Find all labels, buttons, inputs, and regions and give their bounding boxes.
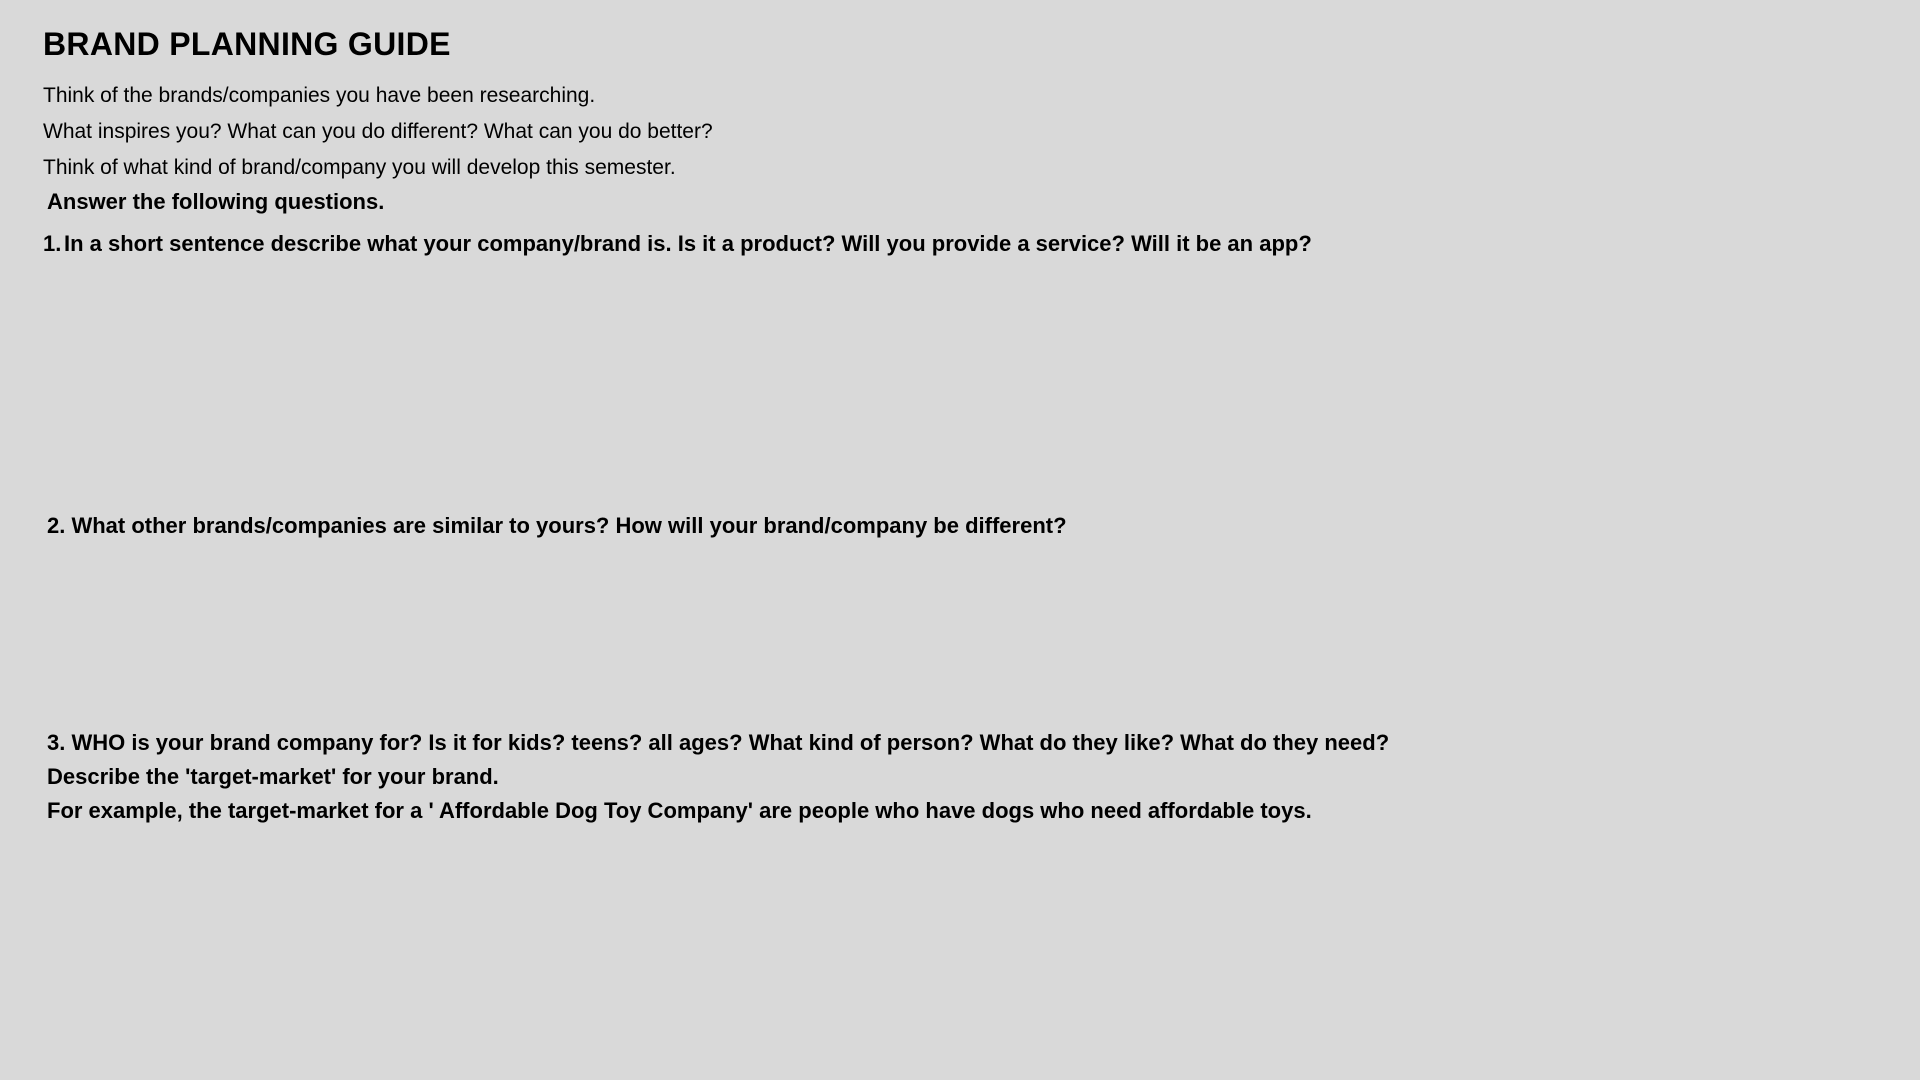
page-title: BRAND PLANNING GUIDE bbox=[43, 26, 451, 62]
question-3-line: Describe the 'target-market' for your brand. bbox=[47, 764, 499, 789]
answer-area-1[interactable] bbox=[43, 270, 1873, 500]
answer-area-2[interactable] bbox=[43, 552, 1873, 712]
question-3-line: 3. WHO is your brand company for? Is it for kids? teens? all ages? What kind of person? What do they like? What do they need? bbox=[47, 730, 1390, 755]
question-3 bbox=[47, 726, 1389, 828]
intro-line: Think of what kind of brand/company you will develop this semester. bbox=[43, 156, 676, 179]
intro-line: What inspires you? What can you do different? What can you do better? bbox=[43, 120, 713, 143]
answer-area-3[interactable] bbox=[43, 830, 1873, 1060]
intro-line: Think of the brands/companies you have been researching. bbox=[43, 84, 596, 107]
question-1-text: In a short sentence describe what your company/brand is. Is it a product? Will you provide a service? Will it be an app? bbox=[64, 231, 1312, 256]
question-2: 2. What other brands/companies are similar to yours? How will your brand/company be different? bbox=[47, 513, 1067, 538]
instruction-heading: Answer the following questions. bbox=[47, 189, 385, 214]
question-1-number: 1. bbox=[43, 231, 62, 256]
question-1 bbox=[43, 231, 1312, 257]
question-3-line: For example, the target-market for a ' Affordable Dog Toy Company' are people who have dogs who need affordable toys. bbox=[47, 798, 1312, 823]
intro-text bbox=[43, 78, 713, 186]
